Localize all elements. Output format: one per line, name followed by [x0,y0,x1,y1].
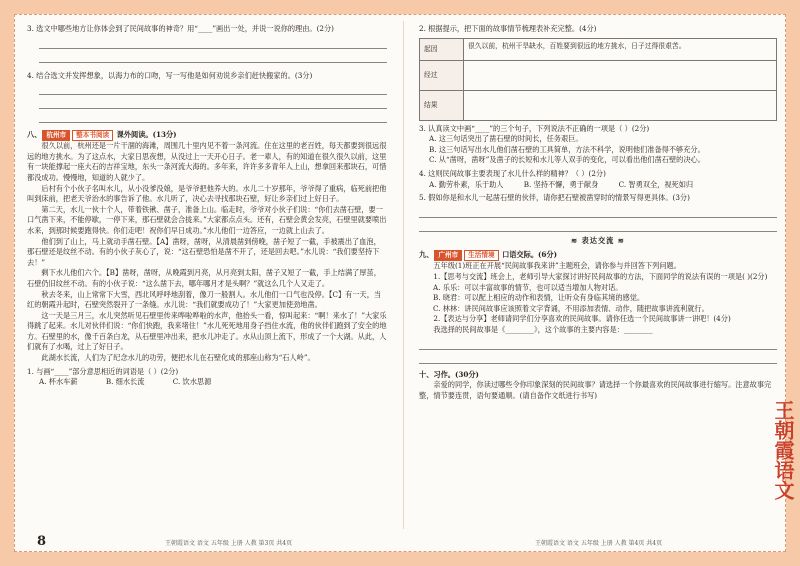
right-q3-option-b[interactable]: B. 这三句话写出水儿他们凿石壁的工具简单，方法不科学，说明他们准备得不够充分。 [429,144,705,154]
story-paragraph: 后村有个小伙子名叫水儿，从小没爹没娘，是爷爷把他养大的。水儿二十岁那年，爷爷得了重病，临死前把他叫到床前，把老天爷治水的事告诉了他。水儿听了，决心去寻找那块石壁，好让乡亲们过上好日子。 [27,183,387,204]
option-a[interactable]: A. 勤劳朴素，乐于助人 [429,179,504,189]
divider-ornament-icon: ≋ [617,235,625,245]
section-9-q1-option-c[interactable]: C. 林林：讲民间故事应该照着文字背诵，不用添加表情、动作，随把故事讲流利就行。 [433,303,709,313]
plot-table [419,38,777,121]
right-q3-option-a[interactable]: A. 这三句话突出了凿石壁的时间长，任务艰巨。 [429,134,583,144]
type-tag: 生活情境 [464,250,498,261]
answer-line[interactable] [39,52,387,63]
plot-row-text[interactable] [464,60,777,90]
section-8-title: 课外阅读。(13分) [116,130,177,140]
page-gutter [403,21,404,529]
section-9-title: 口语交际。(6分) [502,250,557,260]
answer-line[interactable] [39,84,387,95]
option-b[interactable]: B. 细水长流 [105,377,145,387]
plot-row-head: 结果 [420,90,464,120]
section-9-intro: 五年级(1)班正在开展“民间故事我来讲”主题班会，请你参与并回答下列问题。 [433,261,681,271]
divider-ornament-icon: ≋ [571,235,579,245]
right-footer: 王朝霞语文 语文 五年级 上册 人教 第4页 共4页 [535,540,663,547]
exam-sheet [14,14,786,552]
option-c[interactable]: C. 饮水思源 [172,377,212,387]
section-8-number: 八、 [27,130,42,140]
section-9-heading [419,250,777,261]
story-paragraph: 此湖水长流，人们为了纪念水儿的功劳，便把水儿在石壁化成的那座山称为“石人岭”。 [41,353,315,363]
answer-line[interactable] [39,38,387,49]
section-8-heading [27,130,387,141]
right-q2: 2. 根据提示，把下面的故事情节梳理表补充完整。(4分) [419,24,597,33]
answer-line[interactable] [419,207,777,218]
right-q3-option-c[interactable]: C. 从“凿呀，凿呀”及凿子的长短和水儿等人双手的变化，可以看出他们凿石壁的决心。 [429,155,705,165]
right-q5: 5. 假如你是和水儿一起凿石壁的伙伴，请你把石壁被凿穿时的情景写得更具体。(3分) [419,193,690,203]
story-paragraph: 很久以前，杭州还是一片干涸的海滩，周围几十里内见不着一条河流。住在这里的老百姓，每天都要到很远很远的地方挑水。为了这点水，大家日思夜想，从没过上一天开心日子。老一辈人，有的知道在很久很久以前，这里有一块能撑起一座大石的吉祥宝地，东头一条河流大海的。多年来，许许多多青年人上山，想拿回来那块石，可惜都没成功。慢慢地，知道的人就少了。 [27,141,387,182]
left-footer: 王朝霞语文 语文 五年级 上册 人教 第3页 共4页 [165,540,293,547]
plot-row-process [420,60,777,90]
answer-line[interactable] [419,221,777,232]
story-paragraph: 第二天，水儿一伙十个人，带着铁锹、凿子，准备上山。临走时，爷爷对小伙子们说：“你们去凿石壁，要一口气凿下来，不能停歇，一停下来，那石壁就会合拢来。”大家都点点头。还有，石壁会黄会发亮，石壁里就要喷出水来，到那时候要跑得快。你们走吧！祝你们早日成功。”水儿他们一边答应，一边就上山去了。 [27,204,387,235]
section-9-q1-option-a[interactable]: A. 乐乐：可以丰富故事的情节，也可以适当增加人物对话。 [433,282,623,292]
left-page [27,21,387,529]
story-paragraph: 这一天是三月三，水儿突然听见石壁里传来哗啦哗啦的水声，他抬头一看，惊叫起来：“啊！来水了！”大家乐得跳了起来。水儿对伙伴们说：“你们快跑，我来堵住！”水儿死死地用身子挡住水流，他的伙伴们跑到了安全的地方。石壁里的水，像千百条白龙，从石壁里冲出来，把水儿冲走了。水从山顶上流下，形成了一个大湖。从此，人们就有了水喝，过上了好日子。 [27,310,387,352]
page-number: 8 [37,534,47,549]
option-c[interactable]: C. 智勇双全，视死如归 [618,179,694,189]
answer-line[interactable] [419,339,777,350]
option-a[interactable]: A. 杯水车薪 [39,377,78,387]
region-tag: 广州市 [434,250,462,261]
section-9-q1-option-b[interactable]: B. 晓君：可以配上相应的动作和表情，让听众有身临其境的感觉。 [433,293,645,303]
section-9-number: 九、 [419,250,434,260]
left-q4: 4. 结合选文并发挥想象，以海力布的口吻，写一写他是如何劝说乡亲们赶快搬家的。(3分) [27,70,313,80]
story-paragraph: 剩下水儿他们六个。【B】凿呀，凿呀，从晚霞到月亮，从月亮到太阳，凿子又短了一截，手上结满了厚茧，石壁仍旧纹丝不动。有的小伙子说：“这么凿下去，哪年哪月才是头啊？”就这么几个人又走了。 [27,268,381,288]
right-q3: 3. 认真读文中画“____”的三个句子，下列说法不正确的一项是（ ）(2分) [419,123,650,133]
answer-line[interactable] [39,98,387,109]
section-divider [419,236,777,247]
divider-title: 表达交流 [581,235,615,245]
brand-logo: 王朝霞语文 [771,400,795,500]
option-b[interactable]: B. 坚持不懈，勇于献身 [523,179,599,189]
story-paragraph: 秋去冬来，山上常常下大雪，西北风呼呼地刮着，像刀一般割人。水儿他们一口气也没停。【C】有一天，当红的朝霞升起时，石壁突然裂开了一条缝。水儿说：“我们就要成功了！”大家更加使劲地凿。 [27,289,382,310]
answer-line[interactable] [419,353,777,364]
section-9-q2: 2.【表达与分享】老师请同学们分享喜欢的民间故事。请你任选一个民间故事讲一讲吧！(4分) [433,314,731,324]
plot-row-result [420,90,777,120]
right-page [419,21,777,529]
plot-row-text[interactable]: 很久以前，杭州干旱缺水，百姓要到很远的地方挑水，日子过得很艰苦。 [464,38,777,60]
section-10-text: 亲爱的同学，你读过哪些令你印象深刻的民间故事？请选择一个你最喜欢的民间故事进行缩写。注意故事完整，情节要连贯，语句要通顺。(请自备作文纸进行书写) [419,380,772,400]
left-q1-options [27,377,387,388]
answer-line[interactable] [39,112,387,123]
section-9-q1: 1.【思考与交流】班会上，老师引导大家探讨讲好民间故事的方法，下面同学的说法有误的一项是( )(2分) [433,271,768,281]
section-9-q2-prompt: 我选择的民间故事是《________》，这个故事的主要内容是：________ [433,324,653,334]
right-q4: 4. 这则民间故事主要表现了水儿什么样的精神？（ ）(2分) [419,168,606,178]
plot-row-cause [420,38,777,60]
plot-row-text[interactable] [464,90,777,120]
type-tag: 整本书阅读 [72,130,113,141]
right-q4-options [419,180,777,191]
plot-row-head: 起因 [420,38,464,60]
left-q1: 1. 与画“____”部分意思相近的词语是（ ）(2分) [27,366,179,376]
section-10-title: 十、习作。(30分) [419,369,479,379]
left-q3: 3. 选文中哪些地方让你体会到了民间故事的神奇？用“____”画出一处，并说一说你的理由。(2分) [27,24,334,33]
plot-row-head: 经过 [420,60,464,90]
region-tag: 杭州市 [42,130,70,141]
story-paragraph: 他们到了山上，马上就动手凿石壁。【A】凿呀，凿呀，从清晨凿到傍晚，凿子短了一截，手被震出了血泡，那石壁还是纹丝不动。有的小伙子灰心了，说：“这石壁恐怕是凿不开了，还是回去吧。”水儿说：“我们要坚持下去！” [27,236,381,267]
